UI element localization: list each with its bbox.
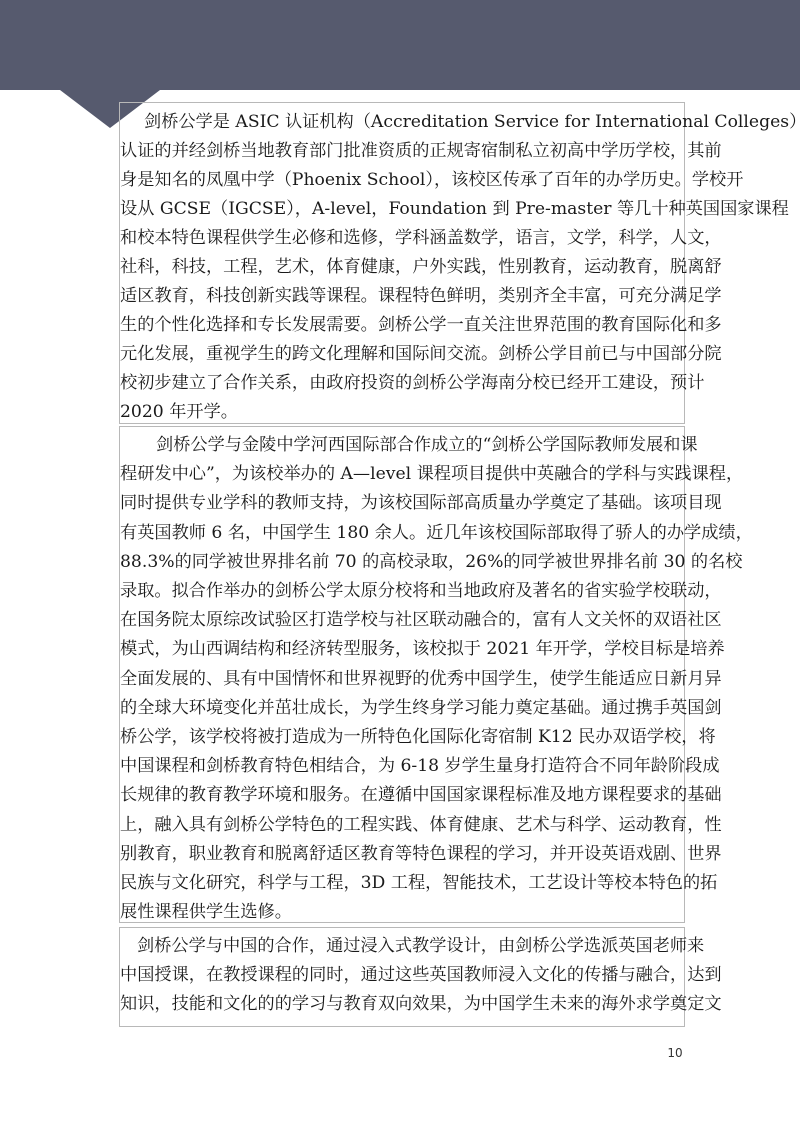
text-line: 设从 GCSE（IGCSE），A-level，Foundation 到 Pre-master 等几十种英国国家课程 [120,199,789,219]
text-line: 剑桥公学与金陵中学河西国际部合作成立的“剑桥公学国际教师发展和课 [156,435,698,455]
text-line: 剑桥公学与中国的合作，通过浸入式教学设计，由剑桥公学选派英国老师来 [137,936,705,956]
text-line: 和校本特色课程供学生必修和选修，学科涵盖数学，语言，文学，科学，人文， [120,228,722,248]
text-line: 在国务院太原综改试验区打造学校与社区联动融合的，富有人文关怀的双语社区 [120,610,722,631]
text-line: 社科，科技，工程，艺术，体育健康，户外实践，性别教育，运动教育，脱离舒 [120,257,722,277]
text-line: 知识，技能和文化的的学习与教育双向效果，为中国学生未来的海外求学奠定文 [120,994,722,1014]
paragraph-3 [119,927,722,1027]
text-line: 88.3%的同学被世界排名前 70 的高校录取，26%的同学被世界排名前 30 的名校 [120,551,743,572]
text-line: 模式，为山西调结构和经济转型服务，该校拟于 2021 年开学，学校目标是培养 [120,639,725,660]
text-line: 2020 年开学。 [120,402,238,422]
text-line: 上，融入具有剑桥公学特色的工程实践、体育健康、艺术与科学、运动教育，性 [120,814,722,835]
text-line: 长规律的教育教学环境和服务。在遵循中国国家课程标准及地方课程要求的基础 [120,785,722,806]
text-line: 程研发中心”，为该校举办的 A—level 课程项目提供中英融合的学科与实践课程， [120,464,744,485]
paragraph-1 [119,102,806,424]
text-line: 录取。拟合作举办的剑桥公学太原分校将和当地政府及著名的省实验学校联动， [120,581,722,601]
text-line: 的全球大环境变化并茁壮成长，为学生终身学习能力奠定基础。通过携手英国剑 [120,697,722,718]
paragraph-2 [119,426,753,923]
text-line: 中国课程和剑桥教育特色相结合，为 6-18 岁学生量身打造符合不同年龄阶段成 [120,756,720,777]
text-line: 剑桥公学是 ASIC 认证机构（Accreditation Service for International Colleges） [144,112,806,132]
text-line: 民族与文化研究，科学与工程，3D 工程，智能技术，工艺设计等校本特色的拓 [120,873,718,893]
text-line: 认证的并经剑桥当地教育部门批准资质的正规寄宿制私立初高中学历学校，其前 [120,141,722,161]
text-line: 别教育，职业教育和脱离舒适区教育等特色课程的学习，并开设英语戏剧、世界 [120,843,722,864]
text-line: 身是知名的凤凰中学（Phoenix School），该校区传承了百年的办学历史。学校开 [120,170,744,190]
text-line: 同时提供专业学科的教师支持，为该校国际部高质量办学奠定了基础。该项目现 [120,493,722,514]
text-line: 校初步建立了合作关系，由政府投资的剑桥公学海南分校已经开工建设，预计 [120,373,705,393]
text-line: 有英国教师 6 名，中国学生 180 余人。近几年该校国际部取得了骄人的办学成绩， [120,522,753,543]
text-line: 展性课程供学生选修。 [120,902,292,923]
text-line: 桥公学，该学校将被打造成为一所特色化国际化寄宿制 K12 民办双语学校，将 [120,727,716,747]
text-line: 适区教育，科技创新实践等课程。课程特色鲜明，类别齐全丰富，可充分满足学 [120,286,722,306]
page-number: 10 [667,1046,683,1060]
text-line: 元化发展，重视学生的跨文化理解和国际间交流。剑桥公学目前已与中国部分院 [120,344,722,364]
text-line: 生的个性化选择和专长发展需要。剑桥公学一直关注世界范围的教育国际化和多 [120,315,722,335]
text-line: 全面发展的、具有中国情怀和世界视野的优秀中国学生，使学生能适应日新月异 [120,668,722,689]
text-line: 中国授课，在教授课程的同时，通过这些英国教师浸入文化的传播与融合，达到 [120,965,722,985]
